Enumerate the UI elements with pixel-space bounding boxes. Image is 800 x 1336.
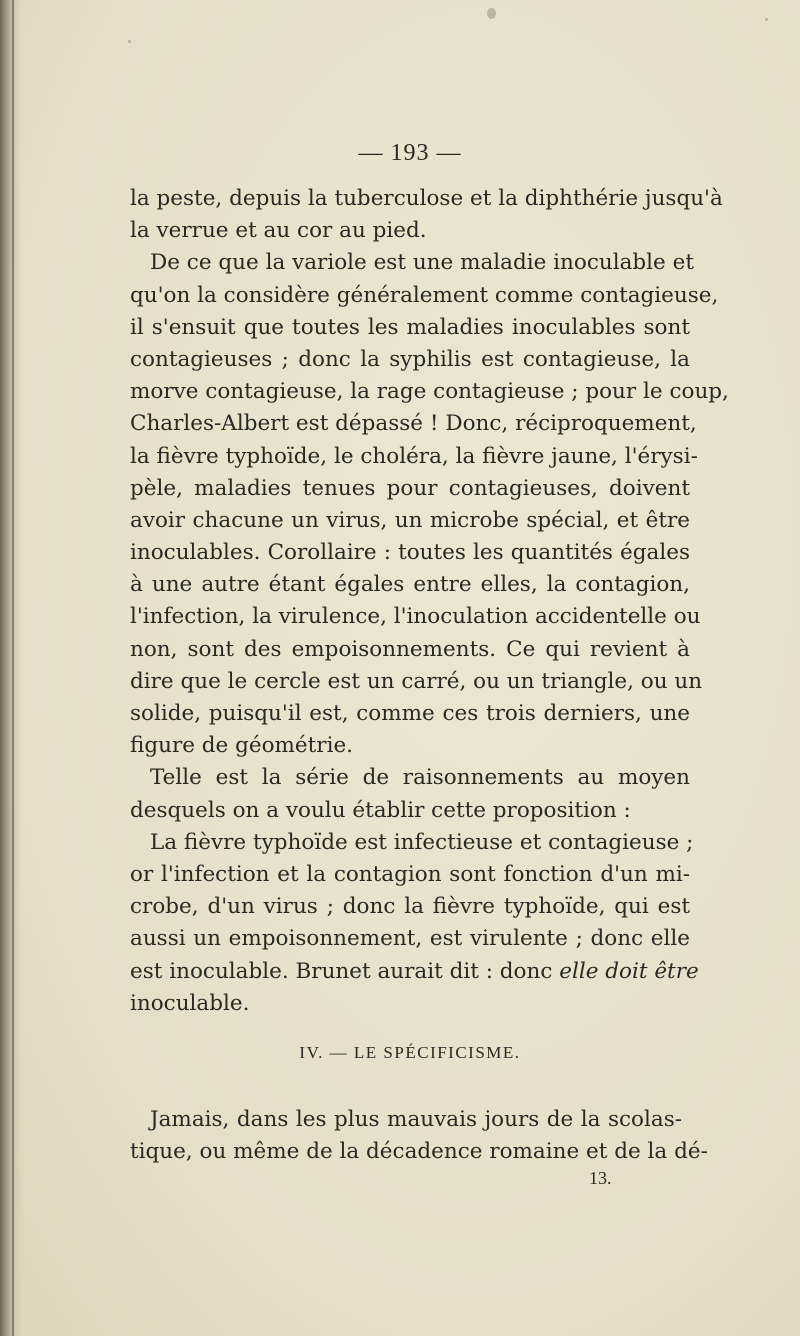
signature-mark: 13. [589,1168,612,1188]
text-line: Jamais, dans les plus mauvais jours de la scolas- [150,1107,682,1132]
text-line: qu'on la considère généralement comme contagieuse, [130,282,719,308]
text-line: aussi un empoisonnement, est virulente ; donc elle [130,926,690,952]
text-line: crobe, d'un virus ; donc la fièvre typhoïde, qui est [130,894,690,920]
text-line: non, sont des empoisonnements. Ce qui revient à [130,636,690,662]
text-line: dire que le cercle est un carré, ou un triangle, ou un [130,668,703,694]
text-line: morve contagieuse, la rage contagieuse ; pour le coup, [130,379,729,405]
italic-segment: elle doit être [559,958,699,984]
paper-stain [487,8,496,19]
text-line: la fièvre typhoïde, le choléra, la fièvre jaune, l'érysi- [130,443,698,469]
section-text-block [130,1104,708,1168]
text-line: la peste, depuis la tuberculose et la diphthérie jusqu'à [130,186,723,211]
binding-edge [12,0,14,1336]
text-line: tique, ou même de la décadence romaine et de la dé- [130,1139,708,1165]
text-line: or l'infection et la contagion sont fonction d'un mi- [130,861,690,887]
text-segment: est inoculable. Brunet aurait dit : donc [130,958,553,984]
text-line: pèle, maladies tenues pour contagieuses, doivent [130,475,690,501]
main-text-block [130,183,729,1020]
text-line: De ce que la variole est une maladie inoculable et [150,250,694,276]
text-line: il s'ensuit que toutes les maladies inoculables sont [130,314,690,340]
text-line: l'infection, la virulence, l'inoculation accidentelle ou [130,604,701,630]
text-line: contagieuses ; donc la syphilis est contagieuse, la [130,346,690,372]
paper-speck [128,40,131,43]
text-line: Telle est la série de raisonnements au moyen [150,765,690,791]
text-line: Charles-Albert est dépassé ! Donc, réciproquement, [130,411,697,437]
paper-speck [765,18,768,21]
text-line: solide, puisqu'il est, comme ces trois derniers, une [130,701,690,726]
text-line-mixed [130,956,699,988]
text-line: desquels on a voulu établir cette proposition : [130,797,631,823]
section-heading: IV. — LE SPÉCIFICISME. [299,1043,521,1062]
text-line: la verrue et au cor au pied. [130,218,427,244]
text-line: avoir chacune un virus, un microbe spécial, et être [130,507,690,533]
book-binding-shadow [0,0,22,1336]
text-line: à une autre étant égales entre elles, la contagion, [130,572,690,598]
text-line: figure de géométrie. [130,733,353,759]
page-number-header: — 193 — [358,140,462,166]
text-line: inoculable. [130,990,250,1016]
text-line: La fièvre typhoïde est infectieuse et contagieuse ; [150,829,694,855]
text-line: inoculables. Corollaire : toutes les quantités égales [130,540,690,566]
